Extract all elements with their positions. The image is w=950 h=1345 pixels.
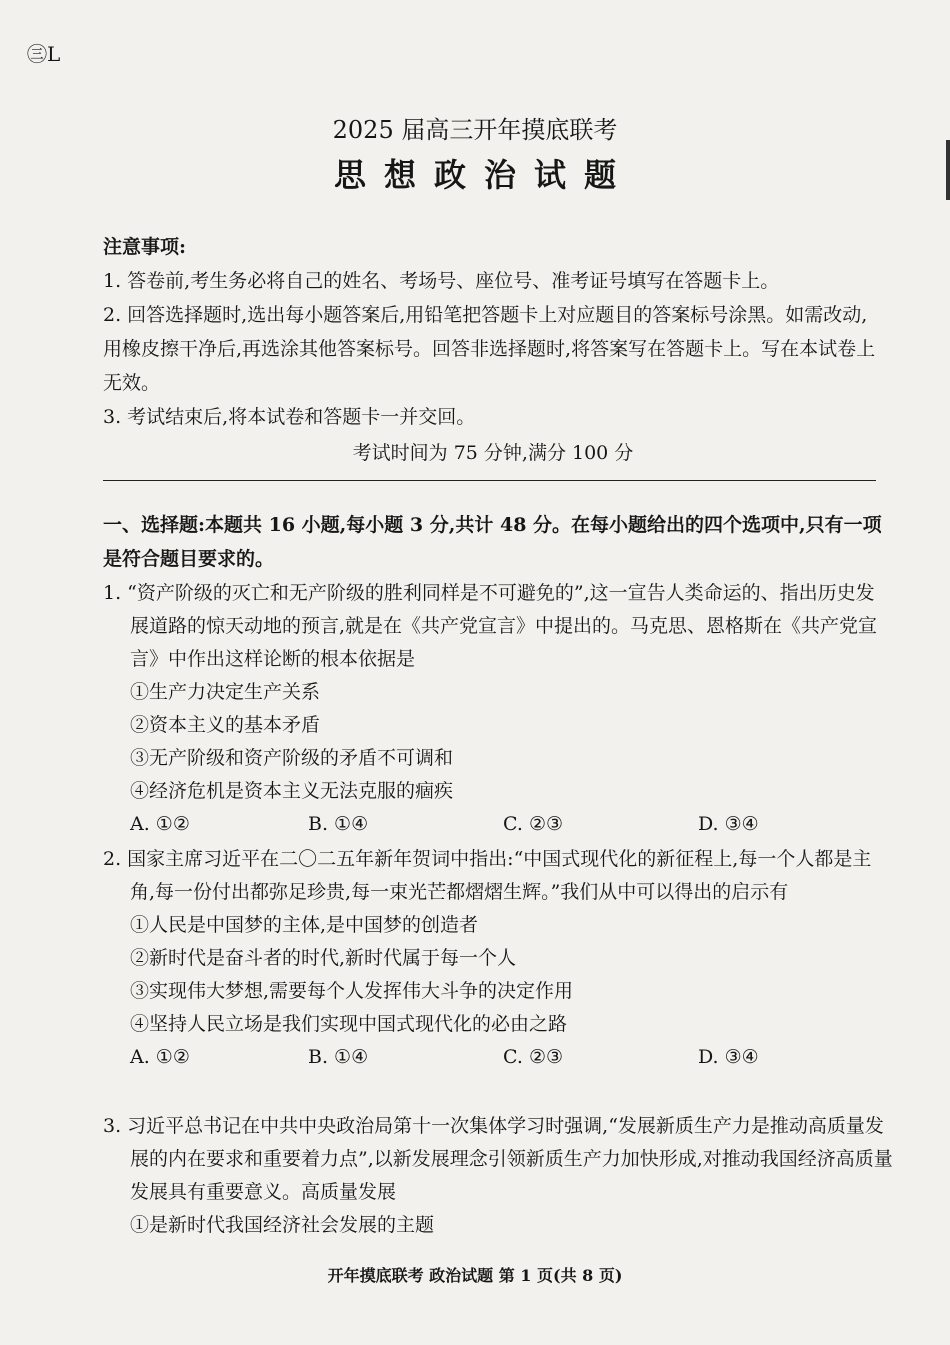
subject-title: 思想政治试题 xyxy=(333,156,634,194)
exam-time: 考试时间为 75 分钟,满分 100 分 xyxy=(352,442,634,464)
question-option: ②资本主义的基本矛盾 xyxy=(130,714,321,736)
page-footer: 开年摸底联考 政治试题 第 1 页(共 8 页) xyxy=(327,1266,623,1285)
notice-item-3: 3. 考试结束后,将本试卷和答题卡一并交回。 xyxy=(103,406,476,428)
choice-b: B. ①④ xyxy=(308,813,369,835)
question-option: ①人民是中国梦的主体,是中国梦的创造者 xyxy=(130,914,479,936)
answer-choices xyxy=(103,1041,893,1074)
choice-a: A. ①② xyxy=(130,1046,190,1068)
question-option: ③无产阶级和资产阶级的矛盾不可调和 xyxy=(130,747,454,769)
choice-d: D. ③④ xyxy=(698,1046,759,1068)
question-stem: 1. “资产阶级的灭亡和无产阶级的胜利同样是不可避免的”,这一宣告人类命运的、指出历史发展道路的惊天动地的预言,就是在《共产党宣言》中提出的。马克思、恩格斯在《共产党宣言》中作出这样论断的根本依据是 xyxy=(103,582,878,670)
question-stem: 2. 国家主席习近平在二〇二五年新年贺词中指出:“中国式现代化的新征程上,每一个人都是主角,每一份付出都弥足珍贵,每一束光芒都熠熠生辉。”我们从中可以得出的启示有 xyxy=(103,848,872,903)
choice-c: C. ②③ xyxy=(503,1046,564,1068)
question-1 xyxy=(103,577,893,841)
answer-choices xyxy=(103,808,893,841)
choice-b: B. ①④ xyxy=(308,1046,369,1068)
exam-name: 2025 届高三开年摸底联考 xyxy=(332,116,618,144)
section-heading: 一、选择题:本题共 16 小题,每小题 3 分,共计 48 分。在每小题给出的四个选项中,只有一项是符合题目要求的。 xyxy=(103,514,882,570)
question-option: ③实现伟大梦想,需要每个人发挥伟大斗争的决定作用 xyxy=(130,980,574,1002)
corner-mark: ㊂L xyxy=(27,42,61,66)
question-option: ④坚持人民立场是我们实现中国式现代化的必由之路 xyxy=(130,1013,568,1035)
notice-item-2: 2. 回答选择题时,选出每小题答案后,用铅笔把答题卡上对应题目的答案标号涂黑。如需改动,用橡皮擦干净后,再选涂其他答案标号。回答非选择题时,将答案写在答题卡上。写在本试卷上无效。 xyxy=(103,304,876,394)
notice-heading: 注意事项: xyxy=(103,236,187,258)
question-2 xyxy=(103,843,893,1074)
question-option: ①生产力决定生产关系 xyxy=(130,681,321,703)
question-3 xyxy=(103,1110,893,1242)
question-option: ①是新时代我国经济社会发展的主题 xyxy=(130,1214,435,1236)
question-option: ④经济危机是资本主义无法克服的痼疾 xyxy=(130,780,454,802)
question-stem: 3. 习近平总书记在中共中央政治局第十一次集体学习时强调,“发展新质生产力是推动高质量发展的内在要求和重要着力点”,以新发展理念引领新质生产力加快形成,对推动我国经济高质量发展具有重要意义。高质量发展 xyxy=(103,1115,893,1203)
divider-line xyxy=(103,480,876,481)
choice-a: A. ①② xyxy=(130,813,190,835)
choice-c: C. ②③ xyxy=(503,813,564,835)
notice-block xyxy=(103,230,883,470)
notice-item-1: 1. 答卷前,考生务必将自己的姓名、考场号、座位号、准考证号填写在答题卡上。 xyxy=(103,270,780,292)
choice-d: D. ③④ xyxy=(698,813,759,835)
question-option: ②新时代是奋斗者的时代,新时代属于每一个人 xyxy=(130,947,517,969)
